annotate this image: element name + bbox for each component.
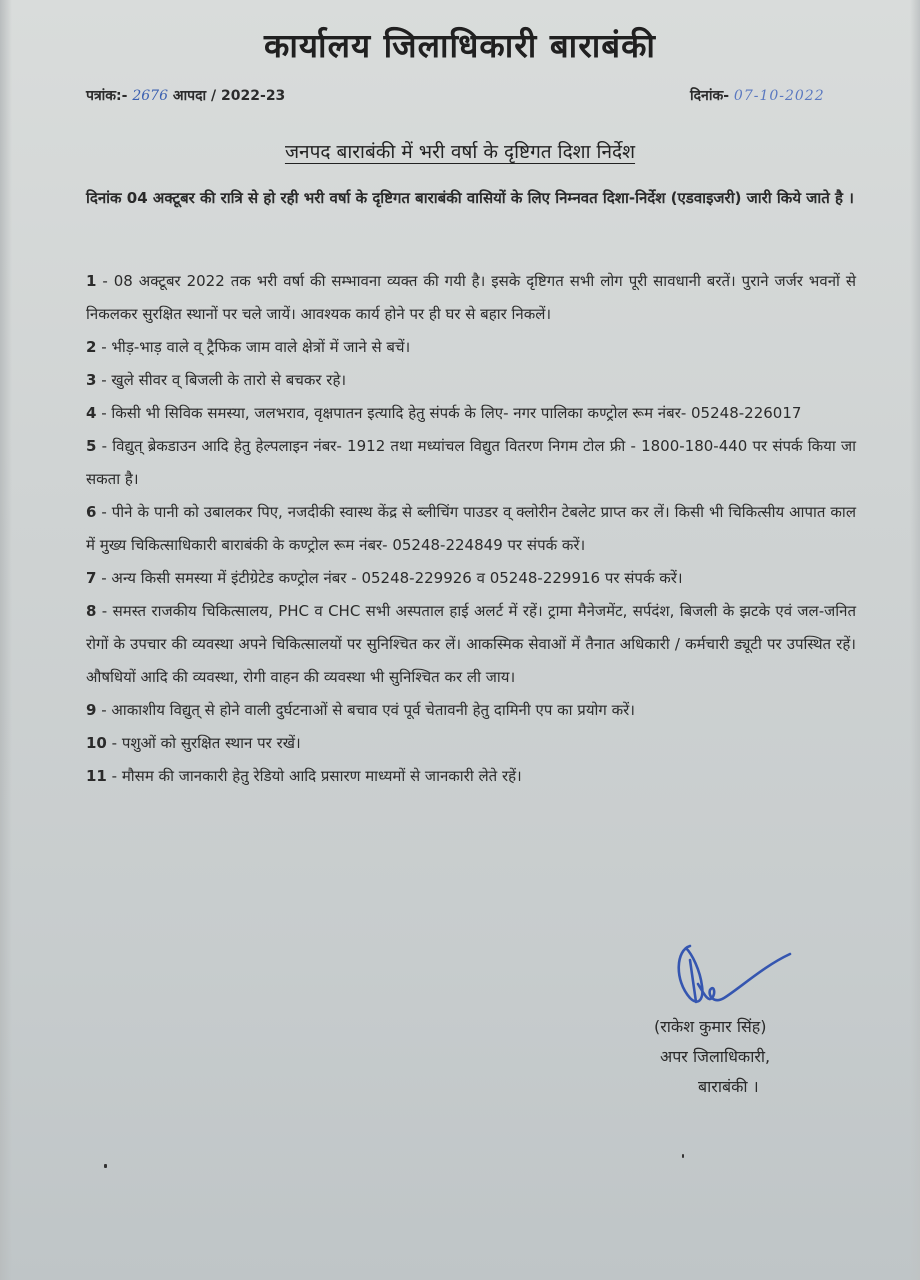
date-handwritten: 07-10-2022 <box>733 88 825 104</box>
signatory-name: (राकेश कुमार सिंह) <box>654 1017 767 1036</box>
paper-left-edge <box>0 0 12 1280</box>
ref-suffix: आपदा / 2022-23 <box>172 88 286 104</box>
subject-heading: जनपद बाराबंकी में भरी वर्षा के दृष्टिगत दिशा निर्देश <box>284 141 636 163</box>
advisory-list <box>86 265 856 793</box>
handwritten-signature-icon <box>668 940 798 1012</box>
date-label: दिनांक- <box>690 88 730 104</box>
ref-label: पत्रांक:- <box>86 88 128 104</box>
advisory-item: 8 - समस्त राजकीय चिकित्सालय, PHC व CHC सभी अस्पताल हाई अलर्ट में रहें। ट्रामा मैनेजमेंट, सर्पदंश, बिजली के झटके एवं जल-जनित रोगों के उपचार की व्यवस्था अपने चिकित्सालयों पर सुनिश्चित कर लें। आकस्मिक सेवाओं में तैनात अधिकारी / कर्मचारी ड्यूटी पर उपस्थित रहें। औषधियों आदि की व्यवस्था, रोगी वाहन की व्यवस्था भी सुनिश्चित कर ली जाय। <box>86 602 857 686</box>
advisory-item: 11 - मौसम की जानकारी हेतु रेडियो आदि प्रसारण माध्यमों से जानकारी लेते रहें। <box>86 767 522 785</box>
advisory-item: 5 - विद्युत् ब्रेकडाउन आदि हेतु हेल्पलाइन नंबर- 1912 तथा मध्यांचल विद्युत वितरण निगम टोल फ्री - 1800-180-440 पर संपर्क किया जा सकता है। <box>86 437 856 488</box>
paper-speck <box>104 1164 107 1168</box>
signatory-designation: अपर जिलाधिकारी, <box>660 1047 771 1066</box>
intro-paragraph: दिनांक 04 अक्टूबर की रात्रि से हो रही भरी वर्षा के दृष्टिगत बाराबंकी वासियों के लिए निम्नवत दिशा-निर्देश (एडवाइजरी) जारी किये जाते है । <box>86 189 854 207</box>
office-title: कार्यालय जिलाधिकारी बाराबंकी <box>264 26 656 65</box>
paper-speck <box>682 1154 684 1158</box>
letter-date <box>690 86 825 105</box>
advisory-item: 2 - भीड़-भाड़ वाले व् ट्रैफिक जाम वाले क्षेत्रों में जाने से बचें। <box>86 338 411 356</box>
advisory-item: 6 - पीने के पानी को उबालकर पिए, नजदीकी स्वास्थ केंद्र से ब्लीचिंग पाउडर व् क्लोरीन टेबलेट प्राप्त कर लें। किसी भी चिकित्सीय आपात काल में मुख्य चिकित्साधिकारी बाराबंकी के कण्ट्रोल रूम नंबर- 05248-224849 पर संपर्क करें। <box>86 503 856 554</box>
advisory-item: 7 - अन्य किसी समस्या में इंटीग्रेटेड कण्ट्रोल नंबर - 05248-229926 व 05248-229916 पर संपर्क करें। <box>86 569 683 587</box>
advisory-item: 3 - खुले सीवर व् बिजली के तारो से बचकर रहे। <box>86 371 347 389</box>
ref-number-handwritten: 2676 <box>132 88 168 104</box>
advisory-item: 1 - 08 अक्टूबर 2022 तक भरी वर्षा की सम्भावना व्यक्त की गयी है। इसके दृष्टिगत सभी लोग पूरी सावधानी बरतें। पुराने जर्जर भवनों से निकलकर सुरक्षित स्थानों पर चले जायें। आवश्यक कार्य होने पर ही घर से बहार निकलें। <box>86 272 856 323</box>
advisory-item: 4 - किसी भी सिविक समस्या, जलभराव, वृक्षपातन इत्यादि हेतु संपर्क के लिए- नगर पालिका कण्ट्रोल रूम नंबर- 05248-226017 <box>86 404 802 422</box>
paper-right-edge <box>910 0 920 1280</box>
advisory-item: 9 - आकाशीय विद्युत् से होने वाली दुर्घटनाओं से बचाव एवं पूर्व चेतावनी हेतु दामिनी एप का प्रयोग करें। <box>86 701 635 719</box>
signatory-place: बाराबंकी । <box>698 1077 759 1096</box>
signature-block <box>640 940 840 1102</box>
reference-number <box>86 86 285 105</box>
advisory-item: 10 - पशुओं को सुरक्षित स्थान पर रखें। <box>86 734 301 752</box>
